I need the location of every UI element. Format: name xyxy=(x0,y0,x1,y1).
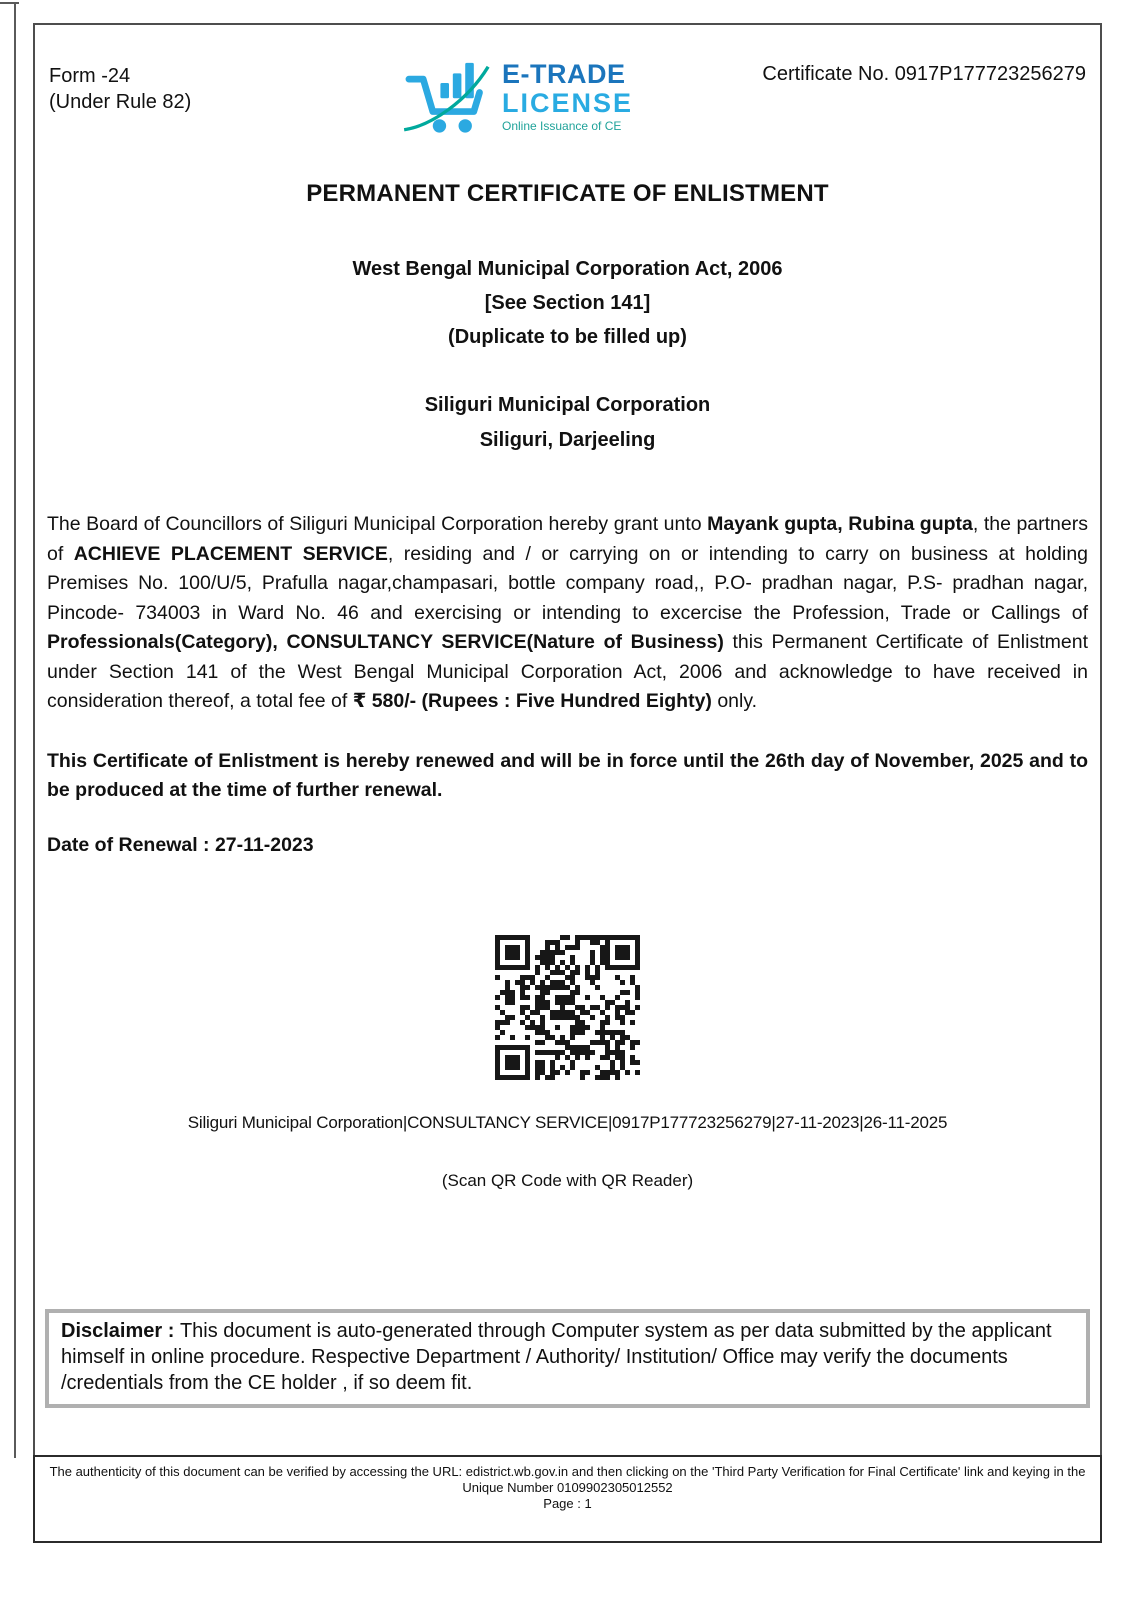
date-of-renewal: Date of Renewal : 27-11-2023 xyxy=(47,833,314,856)
disclaimer-box: Disclaimer : This document is auto-generated through Computer system as per data submitted by the applicant himself in online procedure. Respective Department / Authority/ Institution/ Office may verify the documents /credentials from the CE holder , if so deem fit. xyxy=(45,1309,1090,1408)
subtitle-block xyxy=(35,252,1100,354)
municipality-location: Siliguri, Darjeeling xyxy=(479,429,656,451)
subtitle-duplicate: (Duplicate to be filled up) xyxy=(448,326,687,348)
page-title: PERMANENT CERTIFICATE OF ENLISTMENT xyxy=(306,180,829,207)
municipality-block xyxy=(35,388,1100,458)
etrade-license-logo xyxy=(402,61,633,150)
subtitle-act: West Bengal Municipal Corporation Act, 2006 xyxy=(352,258,783,280)
page-edge-artifact-vertical xyxy=(14,4,16,1458)
footer-verification-text: The authenticity of this document can be verified by accessing the URL: edistrict.wb.gov.in and then clicking on the 'Third Party Verification for Final Certificate' link and keying in the Unique Number 0109902305012552 xyxy=(49,1464,1086,1495)
qr-hint: (Scan QR Code with QR Reader) xyxy=(441,1170,694,1190)
logo-text xyxy=(502,61,633,132)
qr-code-image xyxy=(495,935,640,1080)
certificate-number: Certificate No. 0917P177723256279 xyxy=(762,63,1086,85)
renewal-paragraph: This Certificate of Enlistment is hereby renewed and will be in force until the 26th day of November, 2025 and to be produced at the time of further renewal. xyxy=(47,749,1088,801)
qr-caption: Siliguri Municipal Corporation|CONSULTANCY SERVICE|0917P177723256279|27-11-2023|26-11-2025 xyxy=(187,1112,948,1132)
form-number xyxy=(49,63,289,115)
certificate-main-box xyxy=(33,23,1102,1457)
subtitle-section: [See Section 141] xyxy=(484,292,651,314)
footer-verification-box xyxy=(33,1455,1102,1543)
form-number-line2: (Under Rule 82) xyxy=(49,91,192,113)
qr-code xyxy=(35,935,1100,1085)
header xyxy=(49,59,1086,150)
grant-paragraph: The Board of Councillors of Siliguri Municipal Corporation hereby grant unto Mayank gupta, Rubina gupta, the partners of ACHIEVE PLACEMENT SERVICE, residing and / or carrying on or intending to carry on business at holding Premises No. 100/U/5, Prafulla nagar,champasari, bottle company road,, P.O- pradhan nagar, P.S- pradhan nagar, Pincode- 734003 in Ward No. 46 and exercising or intending to excercise the Profession, Trade or Callings of Professionals(Category), CONSULTANCY SERVICE(Nature of Business) this Permanent Certificate of Enlistment under Section 141 of the West Bengal Municipal Corporation Act, 2006 and acknowledge to have received in consideration thereof, a total fee of ₹ 580/- (Rupees : Five Hundred Eighty) only. xyxy=(47,513,1089,712)
logo-line1: E-TRADE xyxy=(501,59,626,89)
page-edge-artifact-horizontal xyxy=(0,2,19,4)
cart-chart-icon xyxy=(402,61,496,150)
logo-line2: LICENSE xyxy=(501,88,634,118)
footer-page-number: Page : 1 xyxy=(543,1496,592,1511)
municipality-name: Siliguri Municipal Corporation xyxy=(424,394,711,416)
form-number-line1: Form -24 xyxy=(49,65,131,87)
logo-tagline: Online Issuance of CE xyxy=(501,119,622,133)
